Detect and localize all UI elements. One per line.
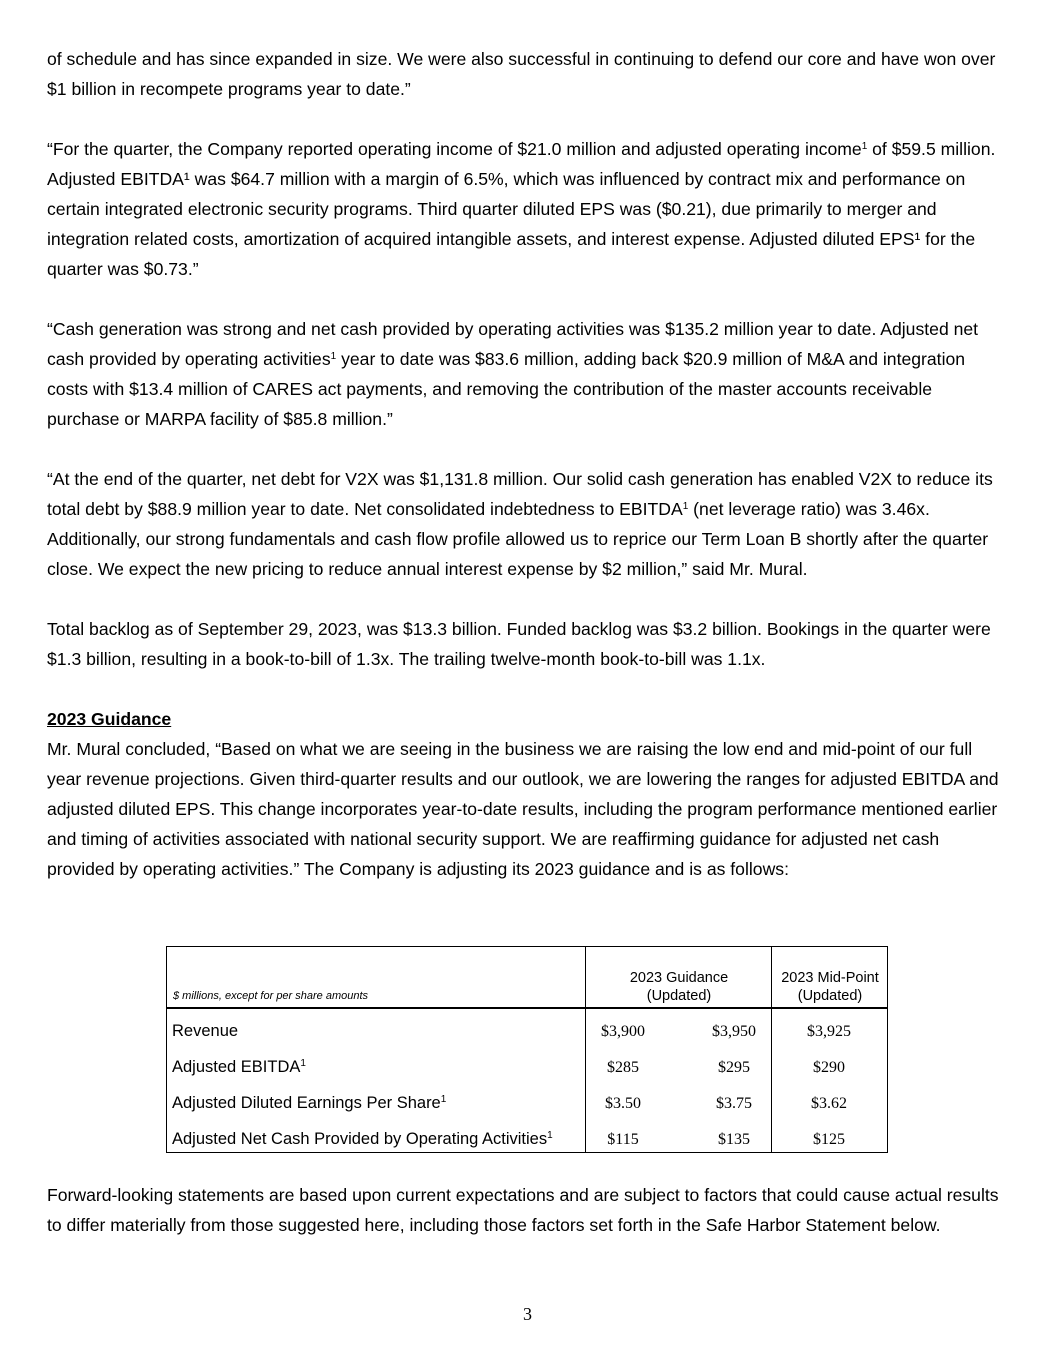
table-header-rule: [167, 1007, 887, 1009]
revenue-low: $3,900: [601, 1023, 645, 1040]
guidance-heading: 2023 Guidance: [47, 709, 172, 729]
paragraph-operating-income: “For the quarter, the Company reported operating income of $21.0 million and adjusted operating income$^1$ of $59.5 million. Adjusted EBITDA¹ was $64.7 million with a margin of 6.5%, which was influenced by contract mix and performance on certain integrated electronic security programs. Third quarter diluted EPS was ($0.21), due primarily to merger and integration related costs, amortization of acquired intangible assets, and interest expense. Adjusted diluted EPS¹ for the quarter was $0.73.”: [47, 139, 996, 279]
table-divider: [585, 947, 586, 1152]
footnote-marker: 1: [861, 141, 868, 152]
net-cash-low: $115: [607, 1131, 639, 1148]
paragraph-backlog: Total backlog as of September 29, 2023, was $13.3 billion. Funded backlog was $3.2 billion. Bookings in the quarter were $1.3 billion, resulting in a book-to-bill of 1.3x. The trailing twelve-month book-to-bill was 1.1x.: [47, 619, 991, 669]
row-label-adjusted-diluted-eps: Adjusted Diluted Earnings Per Share$^1$: [172, 1094, 447, 1112]
paragraph-forward-looking: Forward-looking statements are based upon current expectations and are subject to factors that could cause actual results to differ materially from those suggested here, including those factors set forth in the Safe Harbor Statement below.: [47, 1185, 999, 1235]
revenue-mid: $3,925: [807, 1023, 851, 1040]
column-header-midpoint: 2023 Mid-Point (Updated): [781, 970, 879, 1004]
revenue-high: $3,950: [712, 1023, 756, 1040]
document-body: [47, 44, 1009, 914]
eps-low: $3.50: [605, 1095, 641, 1112]
ebitda-low: $285: [607, 1059, 639, 1076]
row-label-adjusted-net-cash: Adjusted Net Cash Provided by Operating Activities$^1$: [172, 1130, 553, 1148]
eps-high: $3.75: [716, 1095, 752, 1112]
column-header-guidance: 2023 Guidance (Updated): [629, 970, 729, 1004]
net-cash-mid: $125: [813, 1131, 845, 1148]
paragraph-guidance: Mr. Mural concluded, “Based on what we are seeing in the business we are raising the low end and mid-point of our full year revenue projections. Given third-quarter results and our outlook, we are lowering the ranges for adjusted EBITDA and adjusted diluted EPS. This change incorporates year-to-date results, including the program performance mentioned earlier and timing of activities associated with national security support. We are reaffirming guidance for adjusted net cash provided by operating activities.” The Company is adjusting its 2023 guidance and is as follows:: [47, 739, 999, 879]
row-label-revenue: Revenue: [172, 1022, 239, 1040]
footnote-marker: 1: [330, 351, 337, 362]
paragraph-schedule: of schedule and has since expanded in size. We were also successful in continuing to defend our core and have won over $1 billion in recompete programs year to date.”: [47, 49, 996, 99]
footnote-marker: 1: [682, 501, 689, 512]
row-label-adjusted-ebitda: Adjusted EBITDA$^1$: [172, 1058, 306, 1076]
table-units-note: $ millions, except for per share amounts: [173, 990, 369, 1002]
paragraph-net-debt: “At the end of the quarter, net debt for V2X was $1,131.8 million. Our solid cash generation has enabled V2X to reduce its total debt by $88.9 million year to date. Net consolidated indebtedness to EBITDA$^1$ (net leverage ratio) was 3.46x. Additionally, our strong fundamentals and cash flow profile allowed us to reprice our Term Loan B shortly after the quarter close. We expect the new pricing to reduce annual interest expense by $2 million,” said Mr. Mural.: [47, 469, 993, 579]
net-cash-high: $135: [718, 1131, 750, 1148]
eps-mid: $3.62: [811, 1095, 847, 1112]
page-number: 3: [523, 1304, 532, 1324]
guidance-table: [166, 946, 888, 1153]
ebitda-mid: $290: [813, 1059, 845, 1076]
paragraph-cash-generation: “Cash generation was strong and net cash provided by operating activities was $135.2 million year to date. Adjusted net cash provided by operating activities$^1$ year to date was $83.6 million, adding back $20.9 million of M&A and integration costs with $13.4 million of CARES act payments, and removing the contribution of the master accounts receivable purchase or MARPA facility of $85.8 million.”: [47, 319, 979, 429]
table-divider: [771, 947, 772, 1152]
ebitda-high: $295: [718, 1059, 750, 1076]
